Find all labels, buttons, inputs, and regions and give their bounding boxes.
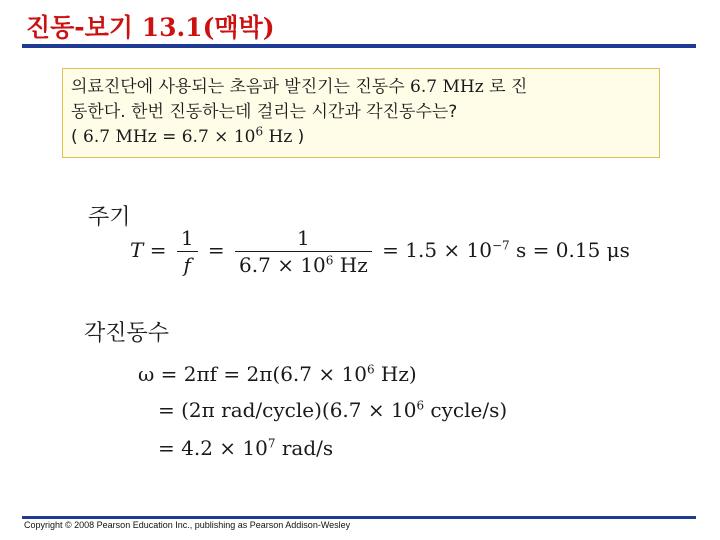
angular-line-3 [158, 436, 333, 460]
angular-line-1-exp: 6 [366, 362, 375, 377]
problem-paren-open: ( [71, 127, 84, 147]
period-eq1: = [149, 238, 167, 262]
problem-line-2: 동한다. 한번 진동하는데 걸리는 시간과 각진동수는? [71, 102, 458, 122]
period-frac2-den-base: 6.7 × 10 [239, 253, 326, 277]
problem-frequency: 6.7 MHz [410, 77, 484, 97]
period-fraction-1 [177, 225, 198, 278]
period-equation [130, 225, 630, 278]
angular-line-1 [138, 362, 417, 386]
angular-line-2-b: cycle/s) [424, 398, 508, 422]
period-frac1-den: f [183, 253, 191, 277]
angular-heading: 각진동수 [84, 321, 170, 346]
period-frac1-num: 1 [177, 225, 198, 252]
period-frac2-den-unit: Hz [333, 253, 368, 277]
period-result-exp: −7 [491, 238, 510, 253]
problem-box [62, 68, 660, 158]
period-result-tail: s = 0.15 μs [509, 238, 630, 262]
problem-line-3 [71, 125, 651, 150]
problem-line-1-text: 의료진단에 사용되는 초음파 발진기는 진동수 [71, 77, 411, 97]
period-result: = 1.5 × 10 [382, 238, 492, 262]
top-divider [22, 44, 696, 48]
period-fraction-2 [235, 225, 372, 278]
title-subject: 맥박 [214, 13, 263, 42]
angular-line-2-a: = (2π rad/cycle)(6.7 × 10 [158, 398, 417, 422]
problem-math-exponent: 6 [255, 124, 264, 139]
period-frac2-den-exp: 6 [325, 253, 334, 268]
angular-line-3-exp: 7 [267, 436, 276, 451]
problem-math-unit: Hz [263, 127, 293, 147]
problem-paren-close: ) [292, 127, 305, 147]
angular-line-3-a: = 4.2 × 10 [158, 436, 268, 460]
period-lhs: T [130, 238, 144, 262]
title-number: 13.1( [141, 13, 215, 42]
period-frac2-num: 1 [235, 225, 372, 252]
period-eq2: = [207, 238, 225, 262]
title-close: ) [262, 13, 275, 42]
problem-line-1-tail: 로 진 [483, 77, 528, 97]
angular-line-2-exp: 6 [416, 398, 425, 413]
problem-line-1 [71, 75, 651, 100]
angular-line-1-a: ω = 2πf = 2π(6.7 × 10 [138, 362, 367, 386]
problem-math: 6.7 MHz = 6.7 × 10 [83, 127, 256, 147]
bottom-divider [22, 516, 696, 519]
angular-line-1-b: Hz) [374, 362, 417, 386]
angular-line-2 [158, 398, 507, 422]
copyright-text: Copyright © 2008 Pearson Education Inc., publishing as Pearson Addison-Wesley [24, 520, 351, 530]
title-korean: 진동-보기 [26, 13, 142, 42]
angular-line-3-b: rad/s [275, 436, 334, 460]
slide-title [26, 8, 275, 44]
period-frac2-den [235, 252, 372, 278]
period-heading: 주기 [88, 205, 131, 230]
